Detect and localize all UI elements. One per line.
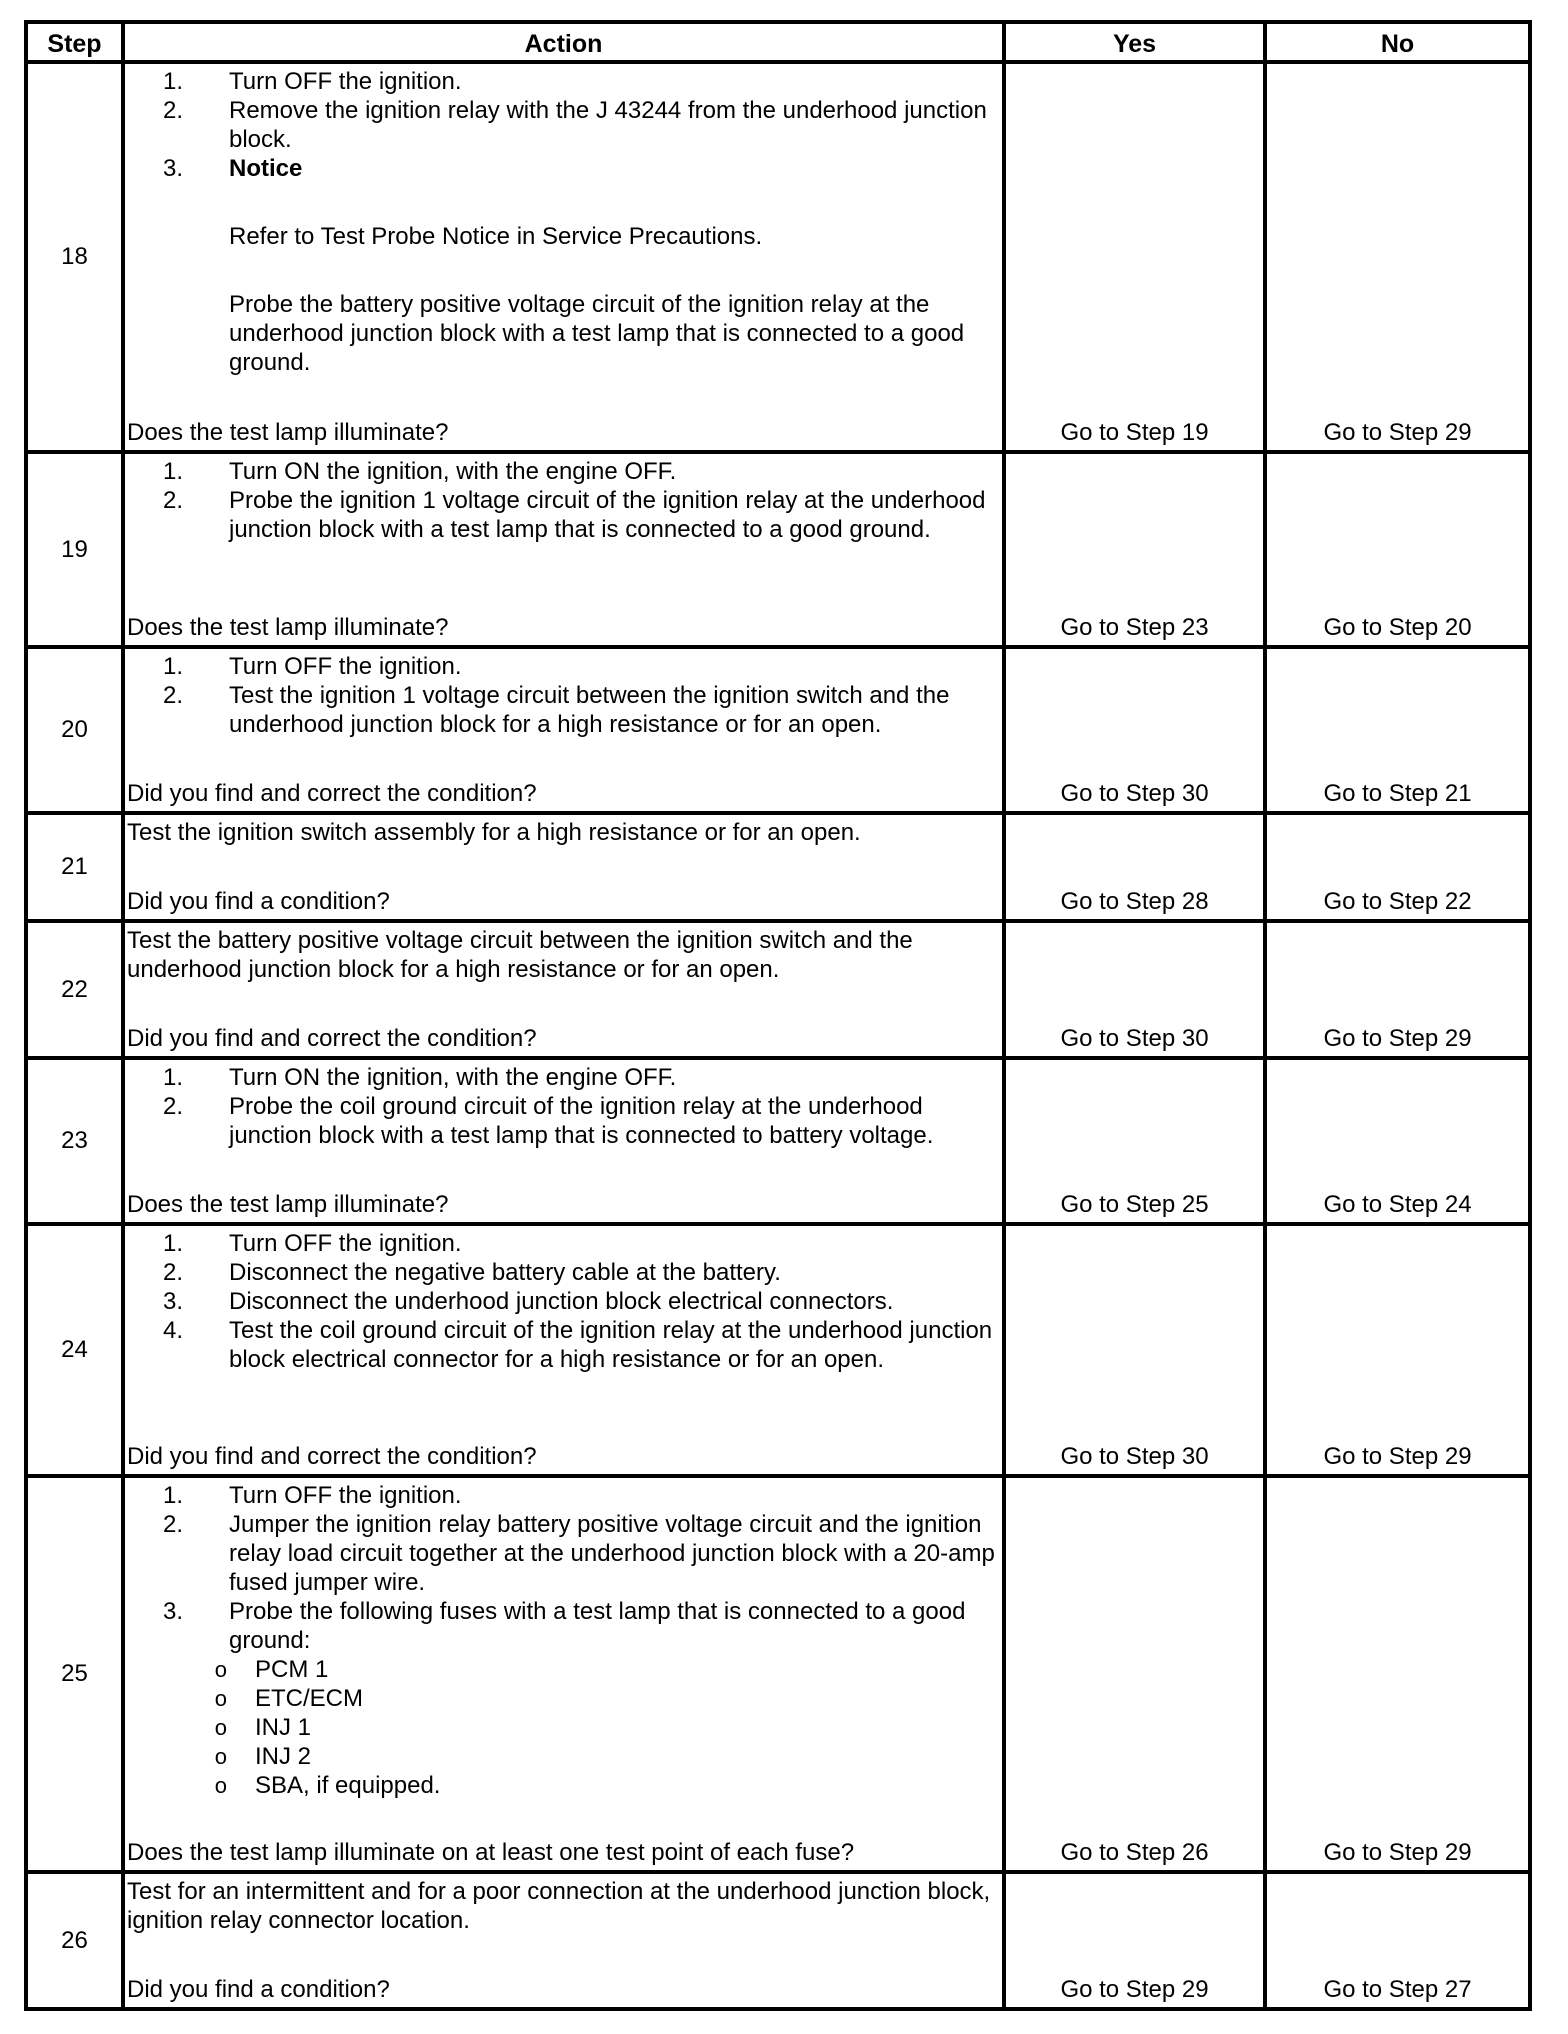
step-number: 23 bbox=[26, 1058, 123, 1224]
header-yes: Yes bbox=[1004, 22, 1265, 62]
table-row bbox=[26, 1872, 1530, 2009]
action-cell bbox=[123, 62, 1004, 452]
step-number: 24 bbox=[26, 1224, 123, 1476]
no-cell bbox=[1265, 1058, 1530, 1224]
yes-result: Go to Step 23 bbox=[1060, 614, 1209, 641]
notice-instruction: Probe the battery positive voltage circuit of the ignition relay at the underhood junction block with a test lamp that is connected to a good ground. bbox=[229, 291, 965, 376]
header-action: Action bbox=[123, 22, 1004, 62]
action-steps bbox=[127, 1229, 1002, 1374]
yes-cell bbox=[1004, 452, 1265, 647]
question: Did you find and correct the condition? bbox=[127, 1443, 537, 1470]
yes-cell bbox=[1004, 921, 1265, 1058]
step-number: 19 bbox=[26, 452, 123, 647]
action-cell bbox=[123, 1476, 1004, 1872]
list-item: 1. Turn OFF the ignition. bbox=[162, 1230, 462, 1257]
yes-result: Go to Step 25 bbox=[1060, 1191, 1209, 1218]
yes-result: Go to Step 30 bbox=[1060, 1025, 1209, 1052]
question: Did you find and correct the condition? bbox=[127, 1025, 537, 1052]
fuse-list bbox=[127, 1655, 1002, 1800]
step-number: 21 bbox=[26, 813, 123, 921]
action-text: Test the battery positive voltage circuit between the ignition switch and the underhood junction block for a high resistance or for an open. bbox=[127, 927, 913, 983]
step-number: 20 bbox=[26, 647, 123, 813]
no-cell bbox=[1265, 1476, 1530, 1872]
no-cell bbox=[1265, 813, 1530, 921]
no-cell bbox=[1265, 647, 1530, 813]
yes-cell bbox=[1004, 1224, 1265, 1476]
list-item: 2. Jumper the ignition relay battery positive voltage circuit and the ignition relay load circuit together at the underhood junction block with a 20-amp fused jumper wire. bbox=[162, 1511, 995, 1596]
header-row bbox=[26, 22, 1530, 62]
notice-heading: Notice bbox=[229, 155, 303, 182]
diagnostic-table bbox=[24, 20, 1532, 2011]
list-item: 3. Probe the following fuses with a test lamp that is connected to a good ground: bbox=[127, 1597, 1002, 1655]
yes-result: Go to Step 29 bbox=[1060, 1976, 1209, 2003]
list-item: 1. Turn ON the ignition, with the engine OFF. bbox=[162, 1064, 677, 1091]
yes-result: Go to Step 30 bbox=[1060, 1443, 1209, 1470]
action-cell bbox=[123, 813, 1004, 921]
action-text: Test the ignition switch assembly for a high resistance or for an open. bbox=[127, 819, 861, 846]
bullet-icon: o bbox=[214, 1686, 227, 1711]
action-cell bbox=[123, 921, 1004, 1058]
list-item: 1. Turn ON the ignition, with the engine OFF. bbox=[162, 458, 677, 485]
no-cell bbox=[1265, 1872, 1530, 2009]
no-result: Go to Step 29 bbox=[1323, 1025, 1472, 1052]
action-steps bbox=[127, 1063, 1002, 1150]
bullet-icon: o bbox=[214, 1657, 227, 1682]
header-no: No bbox=[1265, 22, 1530, 62]
yes-cell bbox=[1004, 813, 1265, 921]
no-result: Go to Step 22 bbox=[1323, 888, 1472, 915]
yes-result: Go to Step 26 bbox=[1060, 1839, 1209, 1866]
yes-cell bbox=[1004, 1872, 1265, 2009]
yes-cell bbox=[1004, 647, 1265, 813]
fuse-item: o SBA, if equipped. bbox=[127, 1771, 1002, 1800]
list-item: 3. Notice Refer to Test Probe Notice in Service Precautions. Probe the battery positive voltage circuit of the ignition relay at the underhood junction block with a test lamp that is connected to a good ground. bbox=[127, 154, 1002, 377]
list-item: 2. Probe the ignition 1 voltage circuit of the ignition relay at the underhood junction block with a test lamp that is connected to a good ground. bbox=[162, 487, 986, 543]
no-result: Go to Step 20 bbox=[1323, 614, 1472, 641]
question: Does the test lamp illuminate? bbox=[127, 614, 449, 641]
list-item: 2. Disconnect the negative battery cable at the battery. bbox=[162, 1259, 781, 1286]
fuse-item: o INJ 2 bbox=[127, 1742, 1002, 1771]
list-item: 1. Turn OFF the ignition. bbox=[162, 1482, 462, 1509]
action-cell bbox=[123, 452, 1004, 647]
table-row bbox=[26, 921, 1530, 1058]
bullet-icon: o bbox=[214, 1744, 227, 1769]
fuse-item: o INJ 1 bbox=[127, 1713, 1002, 1742]
list-item: 2. Test the ignition 1 voltage circuit between the ignition switch and the underhood junction block for a high resistance or for an open. bbox=[162, 682, 950, 738]
no-result: Go to Step 29 bbox=[1323, 1839, 1472, 1866]
yes-result: Go to Step 19 bbox=[1060, 419, 1209, 446]
yes-cell bbox=[1004, 62, 1265, 452]
question: Does the test lamp illuminate? bbox=[127, 1191, 449, 1218]
table-row bbox=[26, 452, 1530, 647]
no-result: Go to Step 29 bbox=[1323, 1443, 1472, 1470]
action-steps bbox=[127, 457, 1002, 544]
action-cell bbox=[123, 1058, 1004, 1224]
yes-cell bbox=[1004, 1476, 1265, 1872]
action-text: Test for an intermittent and for a poor connection at the underhood junction block, ignition relay connector location. bbox=[127, 1878, 991, 1934]
table-row bbox=[26, 62, 1530, 452]
header-step: Step bbox=[26, 22, 123, 62]
step-number: 25 bbox=[26, 1476, 123, 1872]
no-result: Go to Step 24 bbox=[1323, 1191, 1472, 1218]
list-item: 1. Turn OFF the ignition. bbox=[162, 653, 462, 680]
table-row bbox=[26, 1476, 1530, 1872]
list-item: 2. Probe the coil ground circuit of the ignition relay at the underhood junction block with a test lamp that is connected to battery voltage. bbox=[162, 1093, 934, 1149]
yes-result: Go to Step 28 bbox=[1060, 888, 1209, 915]
bullet-icon: o bbox=[214, 1715, 227, 1740]
list-item: 4. Test the coil ground circuit of the ignition relay at the underhood junction block electrical connector for a high resistance or for an open. bbox=[162, 1317, 993, 1373]
notice-reference: Refer to Test Probe Notice in Service Precautions. bbox=[229, 223, 763, 250]
no-cell bbox=[1265, 921, 1530, 1058]
table-row bbox=[26, 1058, 1530, 1224]
table-row bbox=[26, 813, 1530, 921]
table-row bbox=[26, 647, 1530, 813]
question: Does the test lamp illuminate? bbox=[127, 419, 449, 446]
step-number: 22 bbox=[26, 921, 123, 1058]
list-item-text: Probe the following fuses with a test lamp that is connected to a good ground: bbox=[229, 1598, 966, 1654]
action-steps bbox=[127, 67, 1002, 377]
no-cell bbox=[1265, 452, 1530, 647]
action-steps bbox=[127, 1481, 1002, 1655]
question: Did you find a condition? bbox=[127, 1976, 390, 2003]
no-result: Go to Step 29 bbox=[1323, 419, 1472, 446]
no-result: Go to Step 27 bbox=[1323, 1976, 1472, 2003]
fuse-item: o ETC/ECM bbox=[127, 1684, 1002, 1713]
no-cell bbox=[1265, 1224, 1530, 1476]
step-number: 26 bbox=[26, 1872, 123, 2009]
step-number: 18 bbox=[26, 62, 123, 452]
list-item: 1. Turn OFF the ignition. bbox=[162, 68, 462, 95]
list-item: 2. Remove the ignition relay with the J 43244 from the underhood junction block. bbox=[162, 97, 987, 153]
fuse-item: o PCM 1 bbox=[127, 1655, 1002, 1684]
question: Did you find and correct the condition? bbox=[127, 780, 537, 807]
question: Does the test lamp illuminate on at least one test point of each fuse? bbox=[127, 1839, 855, 1866]
yes-result: Go to Step 30 bbox=[1060, 780, 1209, 807]
action-steps bbox=[127, 652, 1002, 739]
bullet-icon: o bbox=[214, 1773, 227, 1798]
no-result: Go to Step 21 bbox=[1323, 780, 1472, 807]
list-item: 3. Disconnect the underhood junction block electrical connectors. bbox=[162, 1288, 894, 1315]
action-cell bbox=[123, 647, 1004, 813]
action-cell bbox=[123, 1224, 1004, 1476]
table-row bbox=[26, 1224, 1530, 1476]
action-cell bbox=[123, 1872, 1004, 2009]
no-cell bbox=[1265, 62, 1530, 452]
yes-cell bbox=[1004, 1058, 1265, 1224]
question: Did you find a condition? bbox=[127, 888, 390, 915]
